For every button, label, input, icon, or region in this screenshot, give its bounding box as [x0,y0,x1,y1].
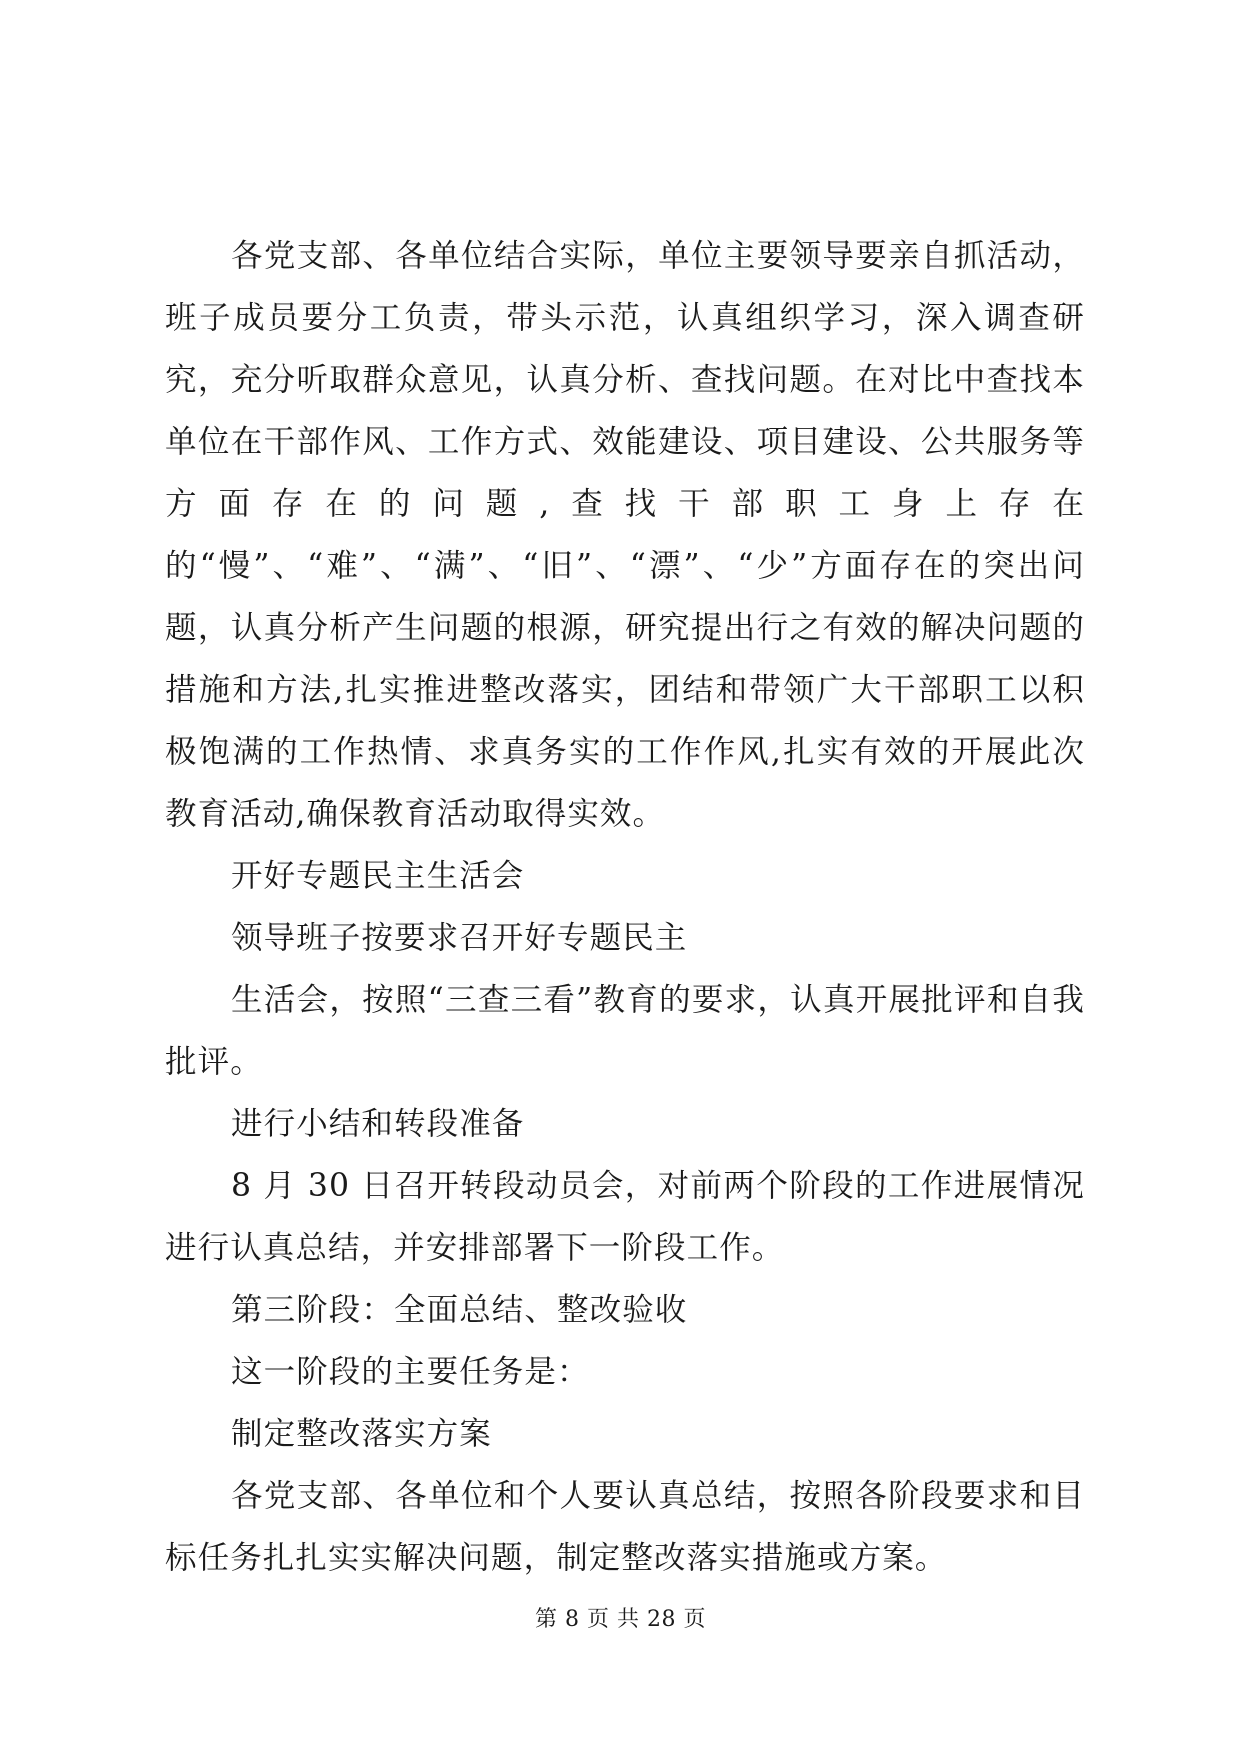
heading-rectification-plan: 制定整改落实方案 [231,1416,492,1452]
paragraph-criticism: 生活会，按照“三查三看”教育的要求，认真开展批评和自我批评。 [165,982,1085,1080]
page-number-footer: 第 8 页 共 28 页 [535,1607,706,1632]
paragraph-mobilization-meeting: 8 月 30 日召开转段动员会，对前两个阶段的工作进展情况进行认真总结，并安排部署下一阶段工作。 [165,1168,1085,1266]
heading-phase-three: 第三阶段：全面总结、整改验收 [231,1292,688,1328]
document-body [165,225,1085,1589]
paragraph-rectification-measures: 各党支部、各单位和个人要认真总结，按照各阶段要求和目标任务扎扎实实解决问题，制定整改落实措施或方案。 [165,1478,1085,1576]
paragraph-main-tasks: 这一阶段的主要任务是： [231,1354,590,1390]
paragraph-leadership-meeting: 领导班子按要求召开好专题民主 [231,920,688,956]
paragraph-activity-requirements: 各党支部、各单位结合实际，单位主要领导要亲自抓活动，班子成员要分工负责，带头示范，认真组织学习，深入调查研究，充分听取群众意见，认真分析、查找问题。在对比中查找本单位在干部作风、工作方式、效能建设、项目建设、公共服务等方面存在的问题,查找干部职工身上存在的“慢”、“难”、“满”、“旧”、“漂”、“少”方面存在的突出问题，认真分析产生问题的根源，研究提出行之有效的解决问题的措施和方法,扎实推进整改落实，团结和带领广大干部职工以积极饱满的工作热情、求真务实的工作作风,扎实有效的开展此次教育活动,确保教育活动取得实效。 [165,238,1085,832]
heading-summary-transition: 进行小结和转段准备 [231,1106,525,1142]
heading-democratic-life-meeting: 开好专题民主生活会 [231,858,525,894]
